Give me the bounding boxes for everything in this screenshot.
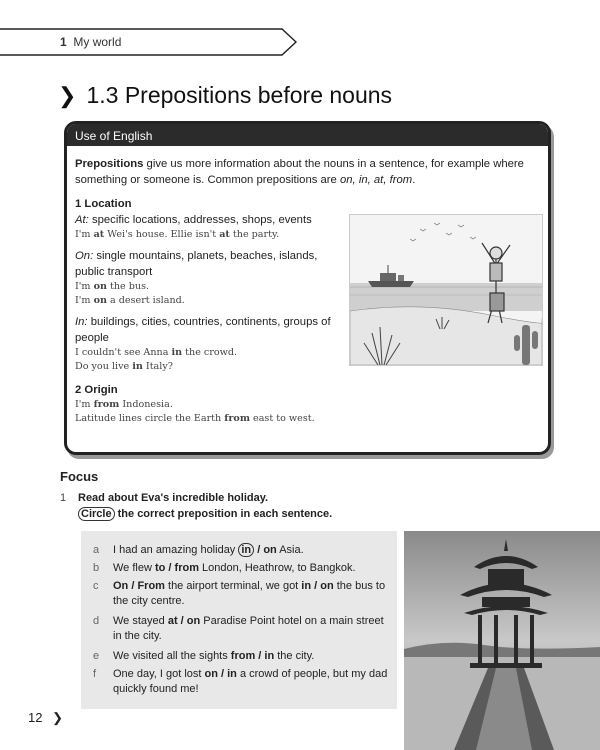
ex-text: I'm [75, 399, 94, 410]
text: London, Heathrow, to Bangkok. [198, 562, 356, 574]
unit-number: 1 [60, 35, 67, 49]
at-label: At: [75, 214, 89, 226]
origin-title: 2 Origin [75, 384, 118, 396]
location-section [75, 212, 337, 374]
ex-prep: in [171, 347, 183, 358]
item-letter: c [93, 580, 99, 592]
text: a crowd of people, but my dad quickly found me! [113, 668, 388, 695]
intro-bold: Prepositions [75, 158, 144, 170]
item-text [113, 649, 393, 664]
intro-text: give us more information about the nouns in a sentence, for example where something or someone is. Common prepositions are [75, 158, 524, 186]
at-rule [75, 212, 337, 228]
location-title: 1 Location [75, 198, 132, 210]
intro-end: . [412, 174, 416, 186]
chevron-right-icon: ❯ [58, 83, 77, 108]
circled-answer[interactable]: in [238, 543, 254, 557]
ex-text: east to west. [249, 413, 315, 424]
item-letter: a [93, 544, 100, 556]
text: I had an amazing holiday [113, 544, 239, 556]
text: We stayed [113, 615, 168, 627]
ex-text: a desert island. [106, 295, 185, 306]
in-rule [75, 314, 337, 346]
item-text [113, 614, 393, 644]
item-text [113, 667, 393, 697]
origin-example-2 [75, 412, 540, 426]
beach-illustration [349, 214, 543, 366]
page-number [28, 710, 63, 726]
page-title [58, 82, 392, 109]
intro-list: on, in, at, from [339, 174, 413, 186]
exercise-box [81, 531, 397, 709]
item-text [113, 543, 393, 558]
on-rule [75, 248, 337, 280]
item-text [113, 579, 393, 609]
ex-text: Wei's house. Ellie isn't [104, 229, 220, 240]
in-desc: buildings, cities, countries, continents, groups of people [75, 316, 331, 344]
task-text: the correct preposition in each sentence. [114, 508, 333, 520]
use-of-english-box [64, 121, 551, 455]
at-example [75, 228, 337, 242]
section-title: Prepositions before nouns [124, 82, 393, 108]
on-example-1 [75, 280, 337, 294]
item-letter: e [93, 650, 100, 662]
in-example-2 [75, 360, 337, 374]
ex-text: I'm [75, 229, 94, 240]
ex-prep: at [219, 229, 230, 240]
item-letter: d [93, 615, 100, 627]
chevron-right-icon[interactable]: ❯ [52, 710, 63, 725]
ex-text: the crowd. [182, 347, 238, 358]
section-number: 1.3 [86, 82, 119, 108]
option[interactable]: in / on [301, 580, 334, 592]
ex-text: Latitude lines circle the Earth [75, 413, 225, 424]
origin-example-1 [75, 398, 540, 412]
ex-prep: from [224, 413, 250, 424]
ex-prep: from [93, 399, 120, 410]
text: the airport terminal, we got [164, 580, 302, 592]
on-label: On: [75, 250, 94, 262]
text: One day, I got lost [113, 668, 205, 680]
ex-prep: on [93, 281, 107, 292]
task-line-2 [60, 506, 332, 522]
option[interactable]: On / From [113, 580, 165, 592]
ex-text: the party. [229, 229, 280, 240]
text: Paradise Point hotel on a main street in the city. [113, 615, 384, 642]
task-text: Read about Eva's incredible holiday. [78, 492, 269, 504]
unit-tab-shape [0, 28, 300, 58]
text: We flew [113, 562, 155, 574]
focus-heading: Focus [60, 469, 99, 484]
page-number-text: 12 [28, 710, 43, 725]
ex-text: Indonesia. [119, 399, 173, 410]
ex-text: the bus. [106, 281, 150, 292]
ex-prep: at [93, 229, 105, 240]
box-intro [75, 156, 540, 188]
unit-title: My world [73, 35, 122, 49]
text: Asia. [276, 544, 304, 556]
ex-prep: on [93, 295, 107, 306]
in-example-1 [75, 346, 337, 360]
option[interactable]: / on [254, 544, 277, 556]
item-letter: f [93, 668, 97, 680]
text: the bus to the city centre. [113, 580, 386, 607]
option[interactable]: at / on [167, 615, 201, 627]
task-instructions [60, 490, 332, 522]
in-label: In: [75, 316, 88, 328]
on-desc: single mountains, planets, beaches, islands, public transport [75, 250, 318, 278]
option[interactable]: on / in [204, 668, 237, 680]
option[interactable]: from / in [230, 650, 275, 662]
unit-label [60, 35, 121, 49]
ex-text: I couldn't see Anna [75, 347, 172, 358]
item-letter: b [93, 562, 100, 574]
task-number: 1 [60, 492, 67, 504]
ex-text: Italy? [142, 361, 173, 372]
ex-text: I'm [75, 281, 94, 292]
at-desc: specific locations, addresses, shops, events [88, 214, 312, 226]
item-text [113, 561, 393, 576]
text: We visited all the sights [113, 650, 231, 662]
option[interactable]: to / from [154, 562, 199, 574]
box-heading: Use of English [67, 124, 548, 146]
unit-tab [0, 28, 296, 56]
ex-text: Do you live [75, 361, 133, 372]
pagoda-photo [404, 531, 600, 750]
text: the city. [274, 650, 315, 662]
ex-prep: in [132, 361, 143, 372]
ex-text: I'm [75, 295, 94, 306]
circle-word: Circle [78, 507, 115, 521]
on-example-2 [75, 294, 337, 308]
task-line-1 [60, 490, 332, 506]
